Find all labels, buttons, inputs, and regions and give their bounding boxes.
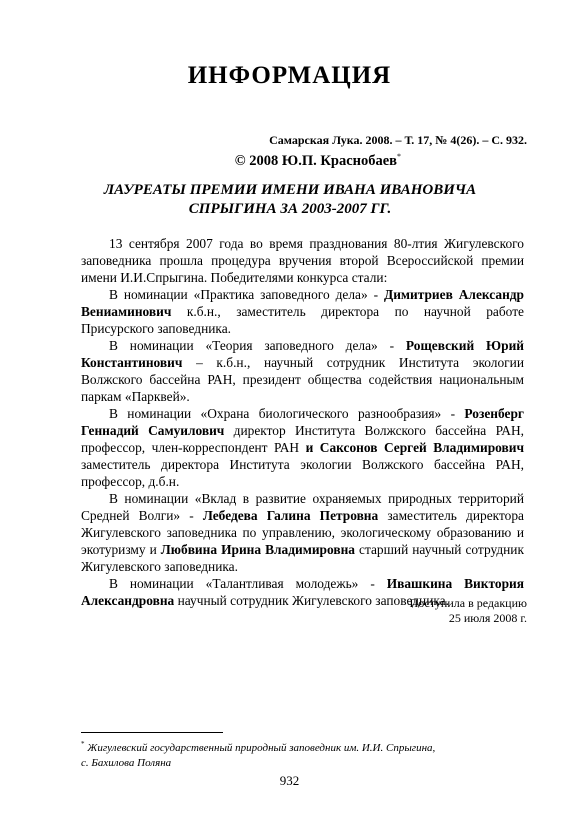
nomination-lead: В номинации «Талантливая молодежь» - [109, 576, 387, 591]
nomination-lead: В номинации «Вклад в развитие охраняемых природных территорий Средней Волги» - [81, 491, 524, 523]
laureate-name: Ивашкина Виктория Александровна [81, 576, 524, 608]
section-title: ИНФОРМАЦИЯ [187, 62, 392, 89]
laureate-name: Саксонов Сергей Владимирович [319, 440, 524, 455]
footnote-divider [81, 732, 223, 733]
article-title [60, 181, 520, 219]
laureate-name: Димитриев Александр Вениаминович [81, 287, 525, 319]
footnote [81, 737, 511, 771]
laureate-description: – к.б.н., научный сотрудник Института экологии Волжского бассейна РАН, президент общества содействия национальным паркам «Парквей». [81, 355, 524, 404]
citation: Самарская Лука. 2008. – Т. 17, № 4(26). – С. 932. [269, 133, 527, 147]
laureate-name: Любвина Ирина Владимировна [160, 542, 355, 557]
footnote-line-2: с. Бахилова Поляна [81, 757, 172, 769]
laureate-description: научный сотрудник Жигулевского заповедника. [174, 593, 449, 608]
copyright-text: © 2008 Ю.П. Краснобаев [234, 153, 397, 169]
footnote-line-1 [81, 737, 511, 756]
received-date-value: 25 июля 2008 г. [448, 611, 527, 625]
nomination-lead: В номинации «Практика заповедного дела» - [109, 287, 384, 302]
article-title-line-1: ЛАУРЕАТЫ ПРЕМИИ ИМЕНИ ИВАНА ИВАНОВИЧА [103, 182, 477, 198]
conjunction: и [305, 440, 320, 455]
laureate-name: Рощевский Юрий Константинович [81, 338, 525, 370]
page-number: 932 [279, 773, 300, 788]
laureate-description: заместитель директора Жигулевского заповедника по управлению, экологическому образованию и экотуризму [81, 508, 524, 557]
conjunction: и [149, 542, 161, 557]
article-body [81, 235, 524, 609]
paragraph-nomination-theory [81, 337, 524, 405]
paragraph-nomination-practice [81, 286, 524, 337]
paragraph-nomination-biodiversity [81, 405, 524, 490]
laureate-description: директор Института Волжского бассейна РАН, профессор, член-корреспондент РАН [81, 423, 524, 455]
paragraph-intro: 13 сентября 2007 года во время празднования 80-лтия Жигулевского заповедника прошла процедура вручения второй Всероссийской премии имени И.И.Спрыгина. Победителями конкурса стали: [81, 236, 524, 285]
author-copyright [235, 152, 401, 170]
nomination-lead: В номинации «Теория заповедного дела» - [109, 338, 406, 353]
article-title-line-2: СПРЫГИНА ЗА 2003-2007 ГГ. [188, 201, 392, 217]
paragraph-nomination-contribution [81, 490, 524, 575]
laureate-description: к.б.н., заместитель директора по научной работе Присурского заповедника. [81, 304, 524, 336]
received-label: Поступила в редакцию [409, 596, 527, 610]
footnote-affiliation: Жигулевский государственный природный заповедник им. И.И. Спрыгина, [87, 742, 436, 754]
footnote-mark: * [81, 740, 85, 748]
laureate-description: заместитель директора Института экологии Волжского бассейна РАН, профессор, д.б.н. [81, 457, 524, 489]
laureate-name: Розенберг Геннадий Самуилович [81, 406, 524, 438]
footnote-mark: * [397, 152, 401, 161]
laureate-description: старший научный сотрудник Жигулевского заповедника. [81, 542, 524, 574]
laureate-name: Лебедева Галина Петровна [202, 508, 379, 523]
received-date [410, 596, 527, 626]
nomination-lead: В номинации «Охрана биологического разнообразия» - [109, 406, 465, 421]
